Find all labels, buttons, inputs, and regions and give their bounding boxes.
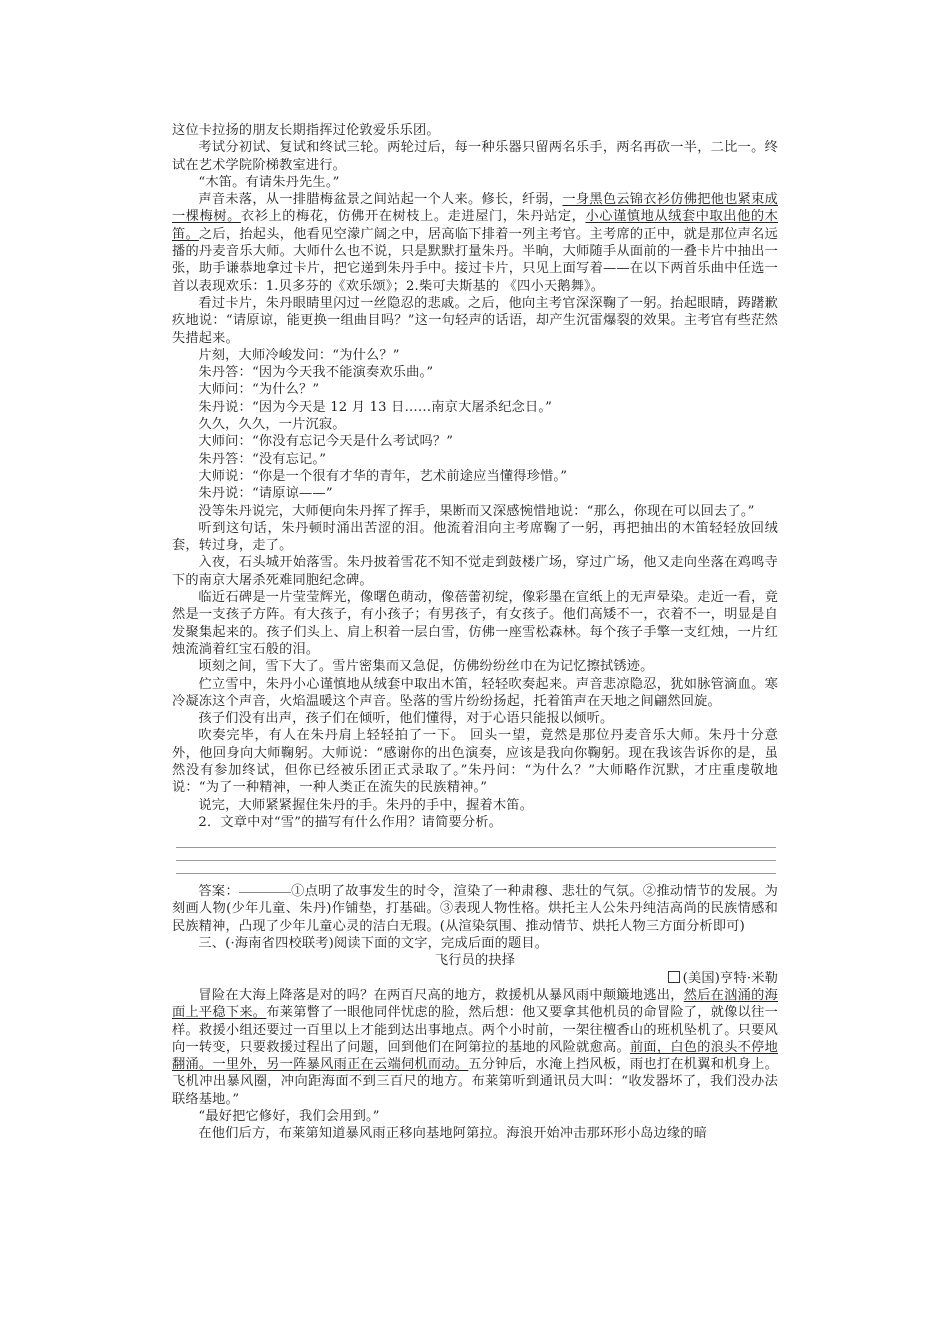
paragraph: 看过卡片，朱丹眼睛里闪过一丝隐忍的悲戚。之后，他向主考官深深鞠了一躬。抬起眼睛，踌躇歉疚地说：“请原谅，能更换一组曲目吗？”这一句轻声的话语，却产生沉雷爆裂的效果。主考官有些茫然失措起来。 <box>172 295 778 346</box>
paragraph: 临近石碑是一片莹莹辉光，像曙色萌动，像蓓蕾初绽，像彩墨在宣纸上的无声晕染。走近一看，竟然是一支孩子方阵。有大孩子，有小孩子；有男孩子，有女孩子。他们高矮不一，衣着不一，明显是自发聚集起来的。孩子们头上、肩上积着一层白雪，仿佛一座雪松森林。每个孩子手擎一支红烛，一片红烛流淌着红宝石般的泪。 <box>172 590 778 657</box>
paragraph <box>172 191 778 295</box>
underlined-text: 一身黑色云锦衣衫仿佛把他也紧束成一棵梅树。 <box>172 192 778 225</box>
answer-line <box>176 848 776 861</box>
paragraph: 大师说：“你是一个很有才华的青年，艺术前途应当懂得珍惜。” <box>198 468 568 484</box>
document-page <box>172 122 778 1143</box>
paragraph: 伫立雪中，朱丹小心谨慎地从绒套中取出木笛，轻轻吹奏起来。声音悲凉隐忍，犹如脉管滴血。寒冷凝冻这个声音，火焰温暖这个声音。坠落的雪片纷纷扬起，托着笛声在天地之间翩然回旋。 <box>172 676 778 709</box>
text-run: 衣衫上的梅花，仿佛开在树枝上。走进屋门，朱丹站定， <box>240 209 586 225</box>
text-run: 声音未落，从一排腊梅盆景之间站起一个人来。修长，纤弱， <box>198 192 563 208</box>
underlined-text: 前面，白色的浪头不停地翻涌。一里外，另一阵暴风雨正在云端伺机而动。 <box>172 1039 779 1073</box>
paragraph: 朱丹答：“因为今天我不能演奏欢乐曲。” <box>198 365 434 381</box>
answer-line <box>176 835 776 848</box>
paragraph: 大师问：“为什么？” <box>198 382 320 398</box>
paragraph: 朱丹说：“请原谅——” <box>198 486 333 502</box>
text-run: 冒险在大海上降落是对的吗？在两百尺高的地方，救援机从暴风雨中颠簸地逃出， <box>198 987 684 1003</box>
paragraph: 孩子们没有出声，孩子们在倾听，他们懂得，对于心语只能报以倾听。 <box>198 711 614 727</box>
paragraph: 朱丹说：“因为今天是 12 月 13 日……南京大屠杀纪念日。” <box>198 399 553 415</box>
question-2: 2．文章中对“雪”的描写有什么作用？请简要分析。 <box>198 814 503 830</box>
paragraph: “木笛。有请朱丹先生。” <box>198 174 340 190</box>
article-author <box>172 970 778 987</box>
paragraph: 听到这句话，朱丹顿时涌出苦涩的泪。他流着泪向主考席鞠了一躬，再把抽出的木笛轻轻放回绒套，转过身，走了。 <box>172 520 778 554</box>
underlined-text: 小心谨慎地从绒套中取出他的木笛。 <box>172 209 779 242</box>
checkbox-icon <box>668 971 680 983</box>
paragraph: 入夜，石头城开始落雪。朱丹披着雪花不知不觉走到鼓楼广场，穿过广场，他又走向坐落在鸡鸣寺下的南京大屠杀死难同胞纪念碑。 <box>172 555 778 588</box>
answer-text: ①点明了故事发生的时令，渲染了一种肃穆、悲壮的气氛。②推动情节的发展。为刻画人物(少年儿童、朱丹)作铺垫，打基础。③表现人物性格。烘托主人公朱丹纯洁高尚的民族情感和民族精神，凸现了少年儿童心灵的洁白无瑕。(从渲染氛围、推动情节、烘托人物三方面分析即可) <box>172 884 778 934</box>
paragraph: 说完，大师紧紧握住朱丹的手。朱丹的手中，握着木笛。 <box>198 797 534 813</box>
answer-paragraph <box>172 880 778 935</box>
paragraph: 吹奏完毕，有人在朱丹肩上轻轻拍了一下。 回头一望，竟然是那位丹麦音乐大师。朱丹十分意外，他回身向大师鞠躬。大师说：“感谢你的出色演奏，应该是我向你鞠躬。现在我该告诉你的是，虽然没有参加终试，但你已经被乐团正式录取了。”朱丹问：“为什么？”大师略作沉默，才庄重虔敬地说：“为了一种精神，一种人类正在流失的民族精神。” <box>172 728 778 796</box>
paragraph: 这位卡拉扬的朋友长期指挥过伦敦爱乐乐团。 <box>172 123 440 138</box>
text-run: 布莱第瞥了一眼他同伴忧虑的脸，然后想：他又要拿其他机员的命冒险了，就像以往一样。救援小组还要过一百里以上才能到达出事地点。两个小时前，一架往檀香山的班机坠机了。只要风向一转变，只要救援过程出了问题，回到他们在阿第拉的基地的风险就愈高。 <box>172 1005 778 1055</box>
text-run: 五分钟后，水淹上挡风板，雨也打在机翼和机身上。飞机冲出暴风圈，冲向距海面不到三百尺的地方。布莱第听到通讯员大叫：“收发器坏了，我们没办法联络基地。” <box>172 1057 778 1107</box>
paragraph: 考试分初试、复试和终试三轮。两轮过后，每一种乐器只留两名乐手，两名再砍一半，二比一。终试在艺术学院阶梯教室进行。 <box>172 140 778 173</box>
author-name: (美国)亨特·米勒 <box>682 970 778 986</box>
paragraph: 没等朱丹说完，大师便向朱丹挥了挥手，果断而又深感惋惜地说：“那么，你现在可以回去了。” <box>198 503 755 519</box>
section-heading: 三、(·海南省四校联考)阅读下面的文字，完成后面的题目。 <box>198 936 549 952</box>
underlined-text: 然后在汹涌的海面上平稳下来。 <box>172 987 778 1021</box>
paragraph: 顷刻之间，雪下大了。雪片密集而又急促，仿佛纷纷丝巾在为记忆擦拭锈迹。 <box>198 659 654 675</box>
text-run: 之后，抬起头，他看见空濛广阔之中，居高临下排着一列主考官。主考席的正中，就是那位声名远播的丹麦音乐大师。大师什么也不说，只是默默打量朱丹。半晌，大师随手从面前的一叠卡片中抽出一张，助手谦恭地拿过卡片，把它递到朱丹手中。接过卡片，只见上面写着——在以下两首乐曲中任选一首以表现欢乐：1.贝多芬的《欢乐颂》；2.柴可夫斯基的 《四小天鹅舞》。 <box>172 226 778 294</box>
answer-line <box>176 861 776 874</box>
answer-blank <box>239 880 291 893</box>
paragraph: “最好把它修好，我们会用到。” <box>198 1109 380 1125</box>
answer-lines <box>172 835 778 874</box>
paragraph: 在他们后方，布莱第知道暴风雨正移向基地阿第拉。海浪开始冲击那环形小岛边缘的暗 <box>198 1126 708 1142</box>
answer-label: 答案： <box>198 884 239 900</box>
paragraph: 久久，久久，一片沉寂。 <box>198 417 346 433</box>
paragraph: 片刻，大师冷峻发问：“为什么？” <box>198 347 400 363</box>
paragraph: 大师问：“你没有忘记今天是什么考试吗？” <box>198 434 454 450</box>
paragraph: 朱丹答：“没有忘记。” <box>198 451 327 467</box>
paragraph <box>172 987 778 1108</box>
article-title: 飞行员的抉择 <box>434 953 516 969</box>
